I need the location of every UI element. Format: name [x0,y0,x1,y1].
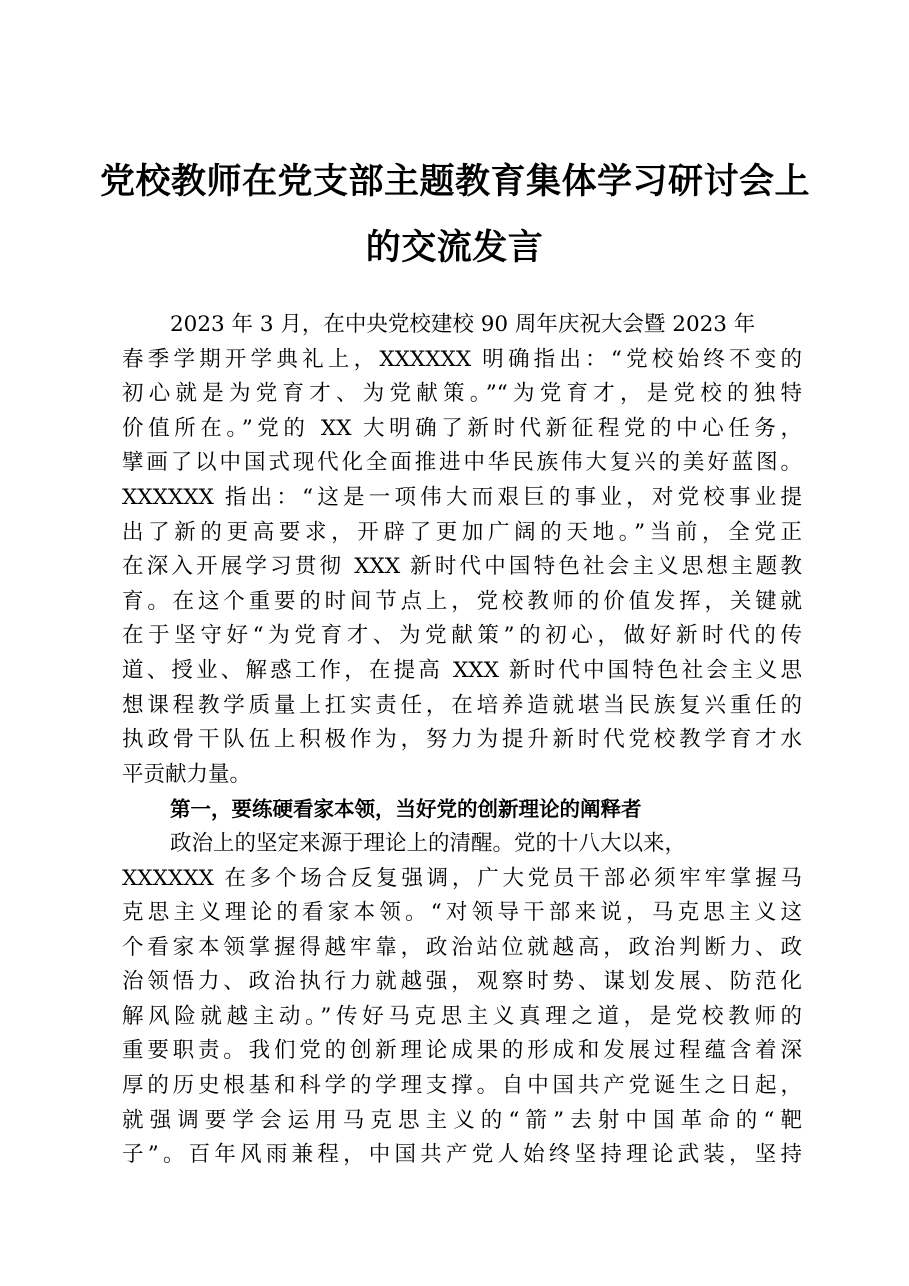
text-line: 在于坚守好“为党育才、为党献策”的初心，做好新时代的传 [122,623,802,649]
paragraph-1 [122,308,802,792]
text-line: 擘画了以中国式现代化全面推进中华民族伟大复兴的美好蓝图。 [122,450,802,476]
text-line: 育。在这个重要的时间节点上，党校教师的价值发挥，关键就 [122,588,802,614]
text-line: XXXXXX 指出：“这是一项伟大而艰巨的事业，对党校事业提 [122,484,802,510]
text-line: 价值所在。”党的 XX 大明确了新时代新征程党的中心任务， [122,415,802,441]
text-line: 平贡献力量。 [122,761,252,787]
text-line: 初心就是为党育才、为党献策。”“为党育才，是党校的独特 [122,381,802,407]
text-line: 解风险就越主动。”传好马克思主义真理之道，是党校教师的 [122,1003,802,1029]
text-line: 在深入开展学习贯彻 XXX 新时代中国特色社会主义思想主题教 [122,554,802,580]
text-line: 出了新的更高要求，开辟了更加广阔的天地。”当前，全党正 [122,519,802,545]
text-line: XXXXXX 在多个场合反复强调，广大党员干部必须牢牢掌握马 [122,865,802,891]
paragraph-2 [122,827,802,1173]
text-line: 克思主义理论的看家本领。“对领导干部来说，马克思主义这 [122,900,802,926]
text-line: 厚的历史根基和科学的学理支撑。自中国共产党诞生之日起， [122,1073,802,1099]
section-heading-1: 第一，要练硬看家本领，当好党的创新理论的阐释者 [170,797,642,822]
text-line: 2023 年 3 月，在中央党校建校 90 周年庆祝大会暨 2023 年 [170,312,756,337]
text-line: 想课程教学质量上扛实责任，在培养造就堪当民族复兴重任的 [122,692,802,718]
text-line: 政治上的坚定来源于理论上的清醒。党的十八大以来， [170,830,687,856]
document-title-line-1: 党校教师在党支部主题教育集体学习研讨会上 [100,161,811,202]
text-line: 个看家本领掌握得越牢靠，政治站位就越高，政治判断力、政 [122,934,802,960]
text-line: 春季学期开学典礼上，XXXXXX 明确指出：“党校始终不变的 [122,346,802,372]
text-line: 道、授业、解惑工作，在提高 XXX 新时代中国特色社会主义思 [122,657,802,683]
text-line: 子”。百年风雨兼程，中国共产党人始终坚持理论武装，坚持 [122,1142,802,1168]
text-line: 就强调要学会运用马克思主义的“箭”去射中国革命的“靶 [122,1107,802,1133]
document-title-line-2: 的交流发言 [365,227,544,268]
document-body [122,308,802,1173]
text-line: 执政骨干队伍上积极作为，努力为提升新时代党校教学育才水 [122,727,802,753]
text-line: 重要职责。我们党的创新理论成果的形成和发展过程蕴含着深 [122,1038,802,1064]
text-line: 治领悟力、政治执行力就越强，观察时势、谋划发展、防范化 [122,969,802,995]
